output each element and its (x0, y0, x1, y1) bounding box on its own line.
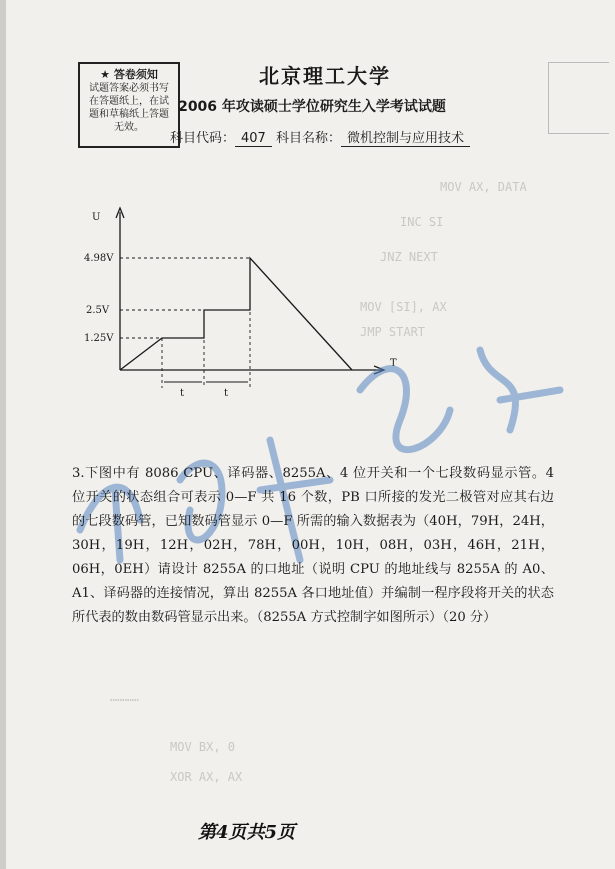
interval-label-2: t (224, 388, 229, 399)
exam-title: 2006 年攻读硕士学位研究生入学考试试题 (178, 99, 446, 115)
y-tick-2-5: 2.5V (86, 305, 110, 316)
bleed-through-text: XOR AX, AX (170, 770, 243, 784)
scan-edge (0, 0, 6, 869)
subject-line (170, 127, 530, 146)
y-tick-1-25: 1.25V (84, 333, 114, 344)
bleed-through-text: JMP START (360, 325, 426, 339)
question-number: 3. (72, 466, 85, 481)
notice-title: ★ 答卷须知 (100, 68, 158, 81)
subject-code: 407 (235, 131, 272, 147)
interval-label-1: t (180, 388, 185, 399)
bleed-through-text: MOV BX, 0 (170, 740, 236, 754)
notice-body: 试题答案必须书写在答题纸上，在试题和草稿纸上答题无效。 (89, 83, 169, 133)
question-text: 下图中有 8086 CPU、译码器、8255A、4 位开关和一个七段数码显示管。4 位开关的状态组合可表示 0—F 共 16 个数，PB 口所接的发光二极管对应其右边的七段数码管，已知数码管显示 0—F 所需的输入数据表为（40H，79H，24H，30H，19H，12H，02H，78H，00H，10H，08H，03H，46H，21H，06H，0EH）请设计 8255A 的口地址（说明 CPU 的地址线与 8255A 的 A0、A1、译码器的连接情况，算出 8255A 各口地址值）并编制一程序段将开关的状态所代表的数由数码管显示出来。（8255A 方式控制字如图所示）（20 分） (72, 466, 554, 625)
bleed-through-text: JNZ NEXT (380, 250, 438, 264)
waveform-figure (82, 200, 412, 400)
bleed-through-text: MOV AX, DATA (440, 180, 527, 194)
question-3 (72, 462, 554, 630)
bleed-through-text: INC SI (400, 215, 444, 229)
bleed-through-text: ………… (110, 690, 139, 704)
x-axis-label: T (390, 358, 397, 369)
subject-name-label: 科目名称： (275, 131, 341, 146)
page-note-handwritten: 第4页共5页 (198, 822, 296, 843)
university-name: 北京理工大学 (259, 64, 391, 88)
y-axis-label: U (92, 212, 101, 223)
bleed-through-text: MOV [SI], AX (360, 300, 447, 314)
waveform-line (120, 258, 352, 370)
scan-edge-box (548, 62, 609, 134)
subject-name: 微机控制与应用技术 (341, 131, 470, 147)
subject-code-label: 科目代码： (170, 131, 236, 146)
y-tick-4-98: 4.98V (84, 253, 114, 264)
